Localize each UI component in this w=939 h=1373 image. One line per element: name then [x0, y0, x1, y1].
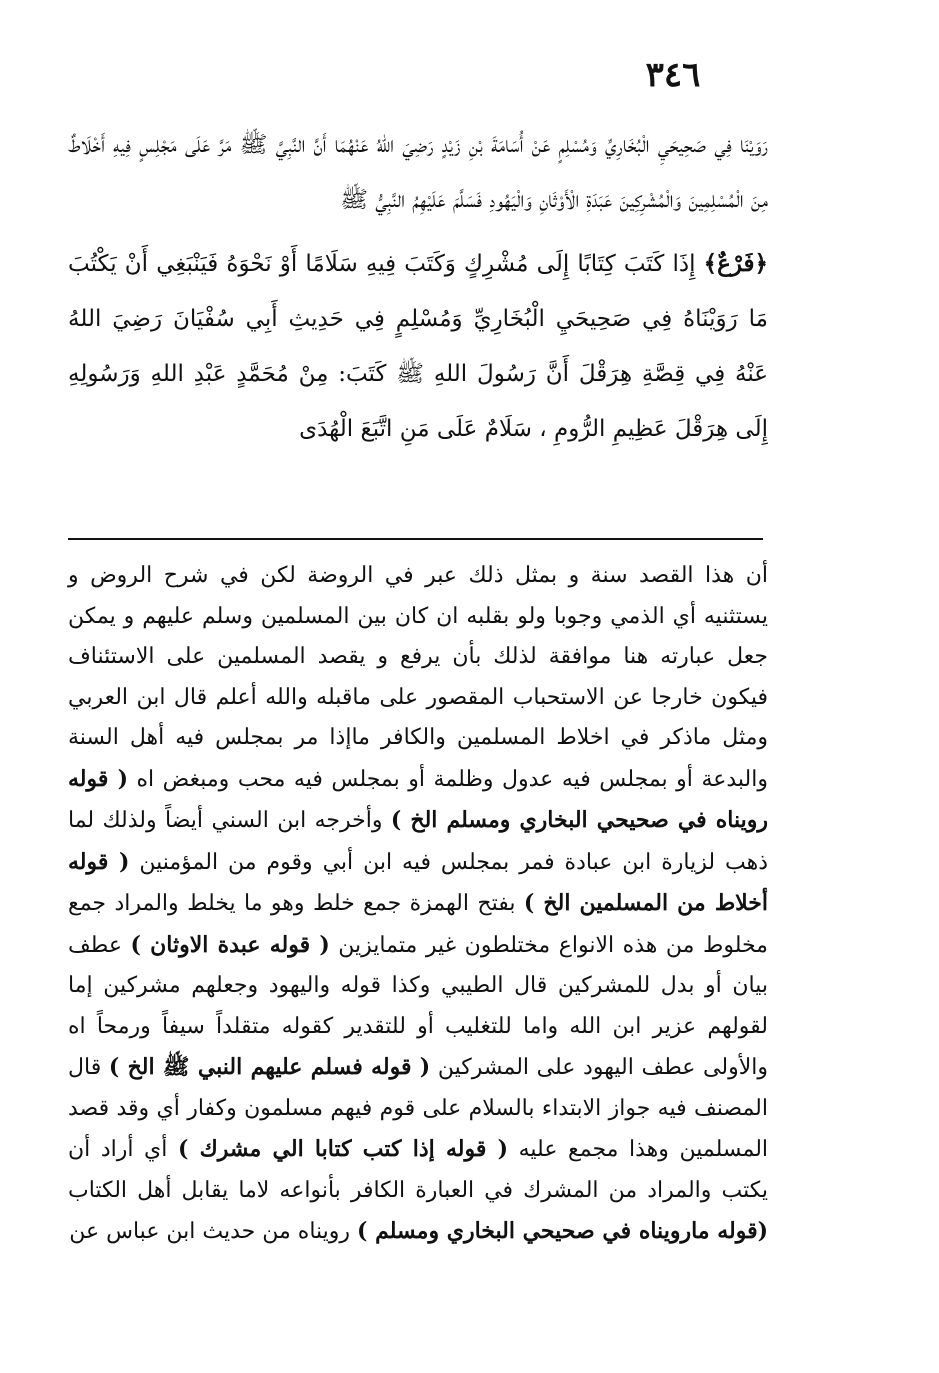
commentary-reference: ( قوله إذا كتب كتابا الي مشرك )	[177, 1136, 509, 1162]
commentary-segment: أن هذا القصد سنة و بمثل ذلك عبر في الروضة لكن في شرح الروض و يستثنيه أي الذمي وجوبا ولو بقلبه ان كان بين المسلمين وسلم عليهم و يمكن جعل عبارته هنا موافقة لذلك بأن يرفع و يقصد المسلمين على الاستئناف فيكون خارجا عن الاستحباب المقصور على ماقبله والله أعلم قال ابن العربي ومثل ماذكر في اخلاط المسلمين والكافر ماإذا مر بمجلس فيه أهل السنة والبدعة أو بمجلس فيه عدول وظلمة أو بمجلس فيه محب ومبغض اه	[68, 563, 768, 792]
hadith-paragraph: رَوَيْنَا فِي صَحِيحَيِ الْبُخَارِيِّ وَمُسْلِمٍ عَنْ أُسَامَةَ بْنِ زَيْدٍ رَضِيَ اللهُ عَنْهُمَا أَنَّ النَّبِيَّ ﷺ مَرَّ عَلَى مَجْلِسٍ فِيهِ أَخْلَاطٌ مِنَ الْمُسْلِمِينَ وَالْمُشْرِكِينَ عَبَدَةِ الْأَوْثَانِ وَالْيَهُودِ فَسَلَّمَ عَلَيْهِمُ النَّبِيُّ ﷺ	[68, 132, 768, 213]
far-body: إِذَا كَتَبَ كِتَابًا إِلَى مُشْرِكٍ وَكَتَبَ فِيهِ سَلَامًا أَوْ نَحْوَهُ فَيَنْبَغِي أَنْ يَكْتُبَ مَا رَوَيْنَاهُ فِي صَحِيحَيِ الْبُخَارِيِّ وَمُسْلِمٍ فِي حَدِيثِ أَبِي سُفْيَانَ رَضِيَ اللهُ عَنْهُ فِي قِصَّةِ هِرَقْلَ أَنَّ رَسُولَ اللهِ ﷺ كَتَبَ: مِنْ مُحَمَّدٍ عَبْدِ اللهِ وَرَسُولِهِ إِلَى هِرَقْلَ عَظِيمِ الرُّومِ ، سَلَامٌ عَلَى مَنِ اتَّبَعَ الْهُدَى	[68, 251, 768, 442]
far-label: ﴿فَرْعٌ﴾	[703, 250, 768, 277]
commentary-segment: وأخرجه ابن السني أيضاً ولذلك لما ذهب لزيارة ابن عبادة فمر بمجلس فيه ابن أبي وقوم من المؤمنين	[68, 808, 768, 875]
commentary-segment: قال المصنف فيه جواز الابتداء بالسلام على قوم فيهم مسلمون وكفار أي وقد قصد المسلمين وهذا مجمع عليه	[68, 1055, 769, 1162]
main-text	[68, 118, 768, 457]
footnote-divider	[68, 538, 763, 540]
commentary-reference: ( قوله أخلاط من المسلمين الخ )	[68, 848, 768, 916]
commentary-text	[68, 556, 768, 1253]
page-number: ٣٤٦	[645, 55, 701, 95]
commentary-reference: ( قوله رويناه في صحيحي البخاري ومسلم الخ )	[68, 765, 768, 833]
commentary-segment: عطف بيان أو بدل للمشركين قال الطيبي وكذا قوله واليهود وجعلهم مشركين إما لقولهم عزير ابن الله واما للتغليب أو للتقدير كقوله متقلداً سيفاً ورمحاً اه والأولى عطف اليهود على المشركين	[68, 932, 769, 1080]
commentary-segment: أي أراد أن يكتب والمراد من المشرك في العبارة الكافر بأنواعه لاما يقابل أهل الكتاب	[68, 1137, 768, 1203]
commentary-segment: رويناه من حديث ابن عباس عن	[69, 1219, 351, 1244]
commentary-segment: بفتح الهمزة جمع خلط وهو ما يخلط والمراد جمع مخلوط من هذه الانواع مختلطون غير متمايزين	[68, 891, 768, 958]
commentary-reference: ( قوله فسلم عليهم النبي ﷺ الخ )	[108, 1054, 431, 1080]
commentary-reference: (قوله مارويناه في صحيحي البخاري ومسلم )	[357, 1218, 768, 1244]
commentary-block	[68, 556, 768, 1253]
commentary-reference: ( قوله عبدة الاوثان )	[130, 931, 330, 958]
far-paragraph	[68, 236, 768, 457]
